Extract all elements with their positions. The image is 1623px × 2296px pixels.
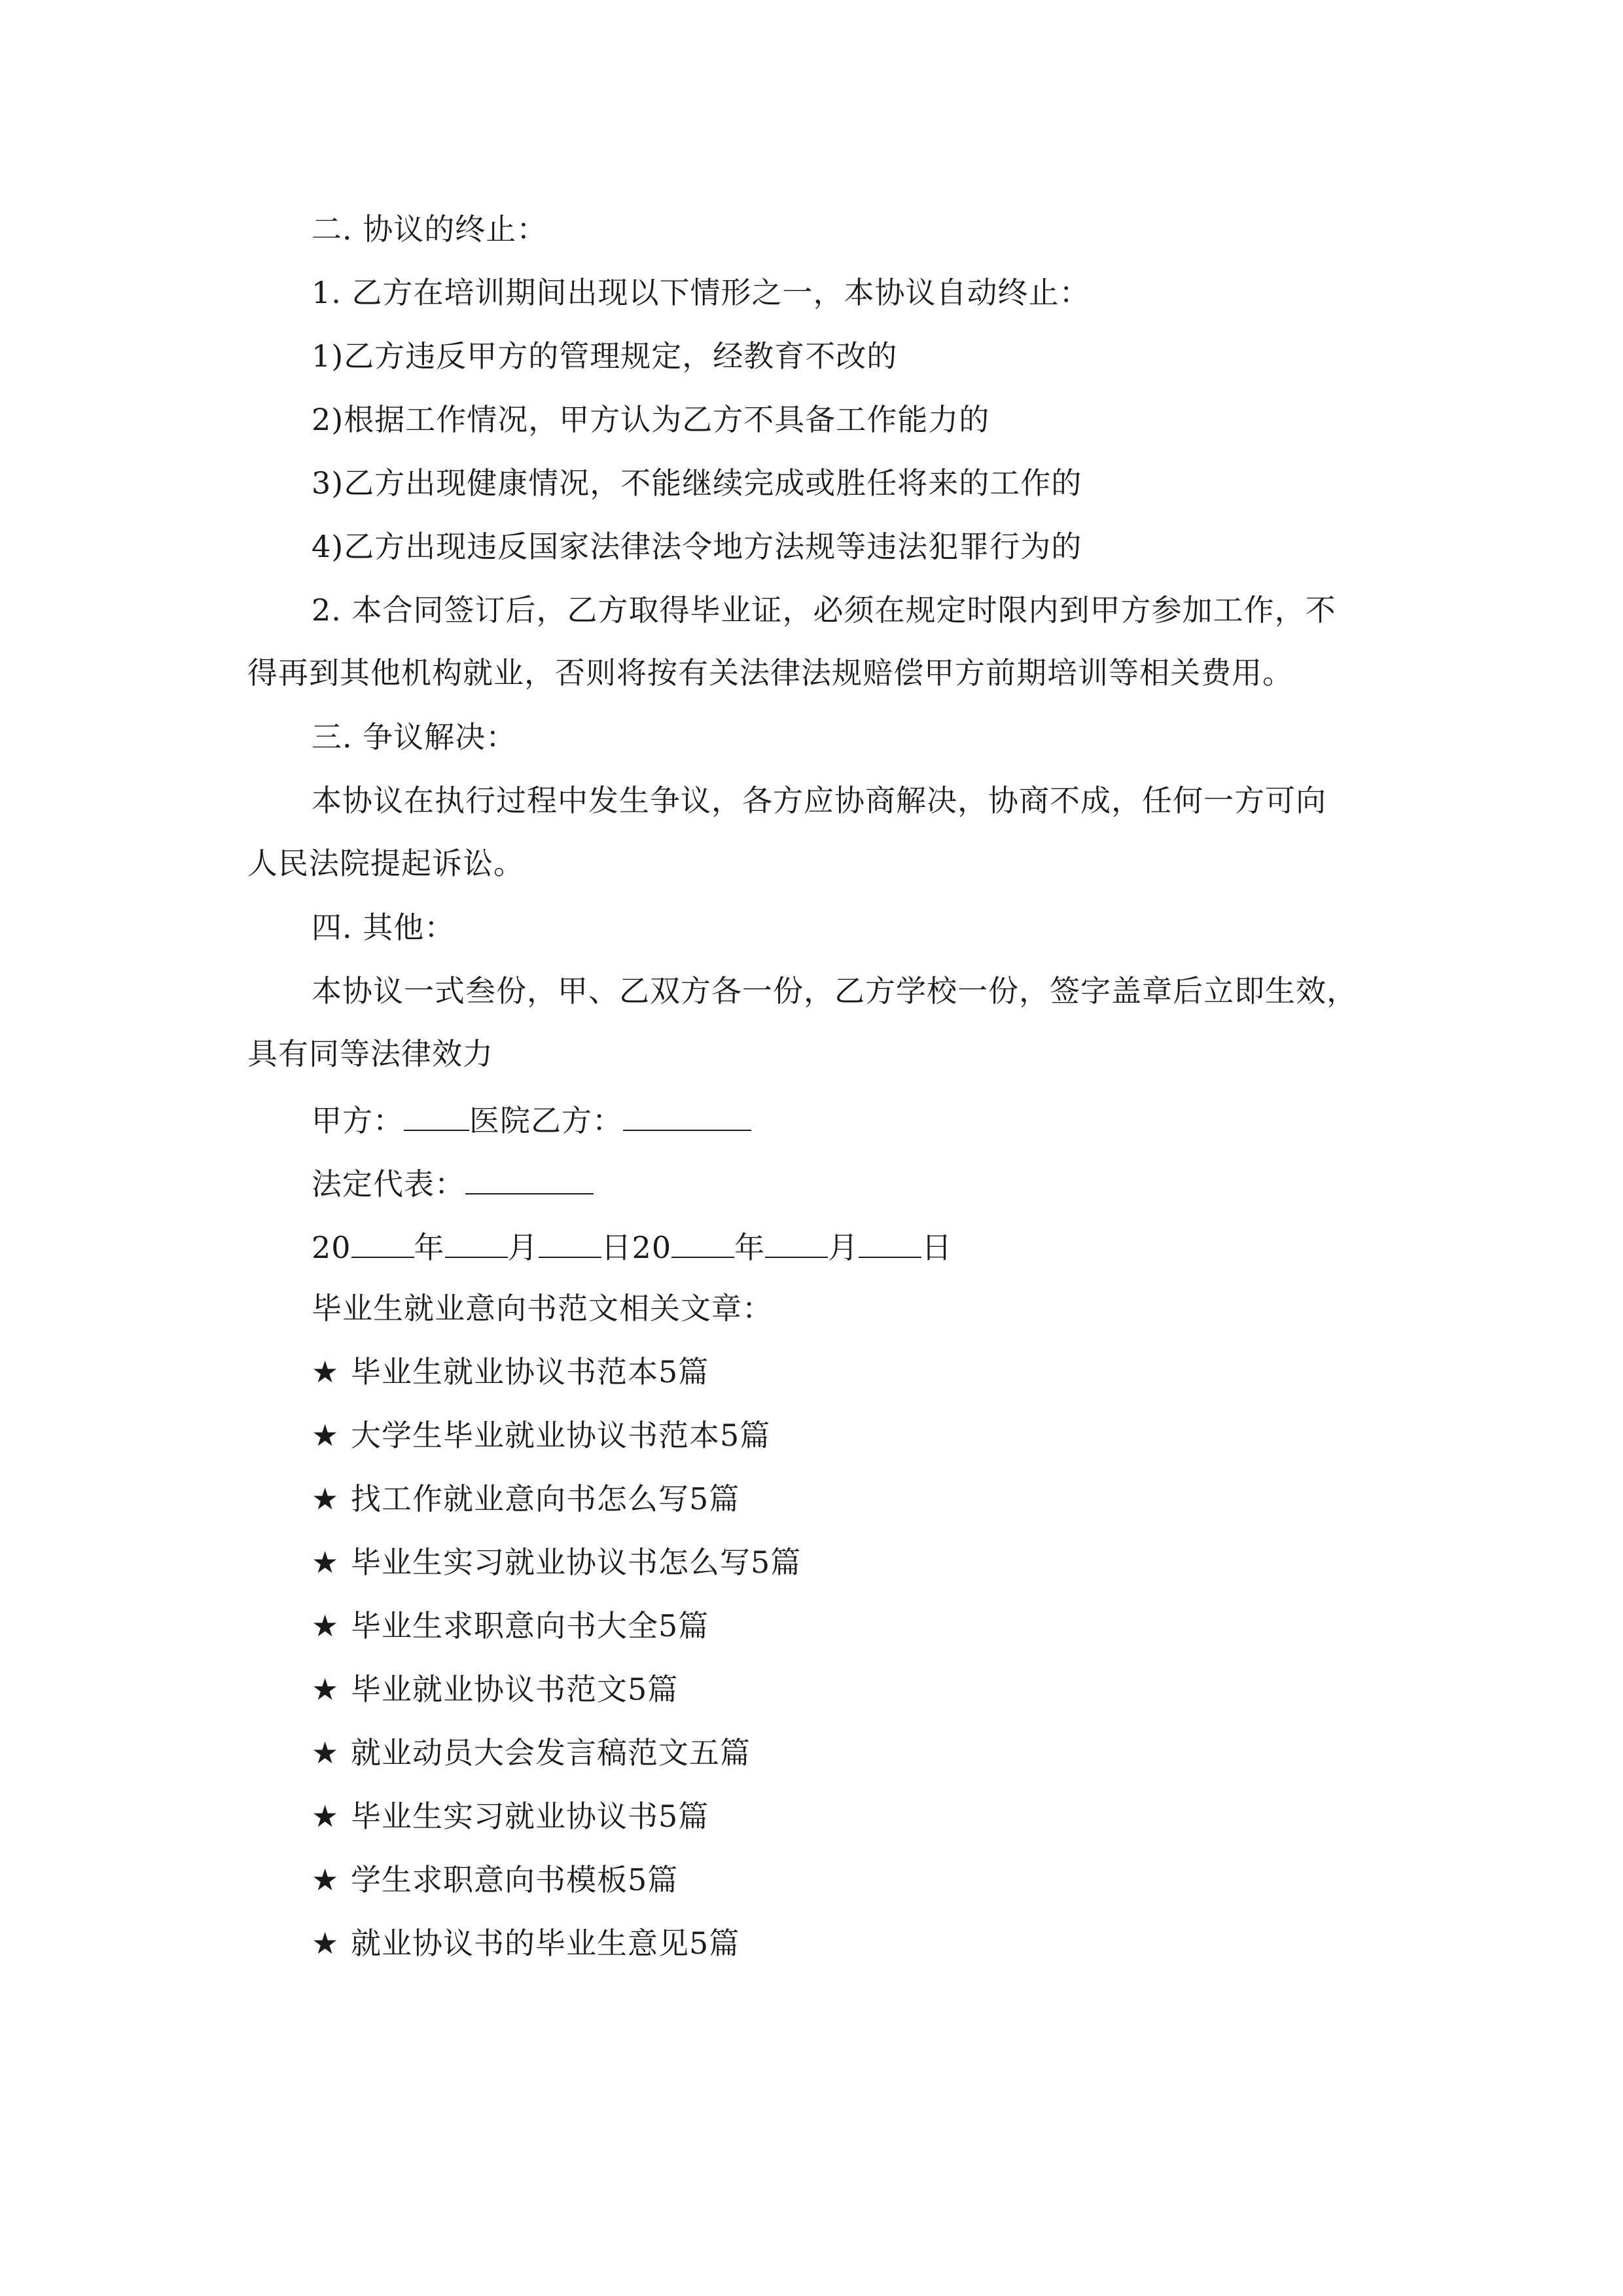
section-2-sub-4: 4)乙方出现违反国家法律法令地方法规等违法犯罪行为的	[312, 529, 1082, 564]
date-prefix-b: 20	[632, 1230, 672, 1265]
year-b-blank[interactable]	[671, 1227, 734, 1258]
related-link[interactable]	[312, 1734, 751, 1771]
date-prefix-a: 20	[312, 1230, 351, 1265]
section-4-line-2: 具有同等法律效力	[247, 1036, 493, 1071]
star-icon: ★	[312, 1354, 340, 1390]
section-2-sub-1: 1)乙方违反甲方的管理规定，经教育不改的	[312, 338, 898, 374]
day-a-label: 日	[601, 1230, 632, 1265]
hospital-label: 医院乙方：	[469, 1103, 623, 1138]
month-a-blank[interactable]	[445, 1227, 508, 1258]
related-link[interactable]	[312, 1798, 709, 1835]
month-b-blank[interactable]	[765, 1227, 828, 1258]
star-icon: ★	[312, 1735, 340, 1770]
year-b-label: 年	[734, 1230, 766, 1265]
section-4-line-1: 本协议一式叁份，甲、乙双方各一份，乙方学校一份，签字盖章后立即生效，	[312, 973, 1357, 1009]
star-icon: ★	[312, 1672, 340, 1707]
section-2-sub-3: 3)乙方出现健康情况，不能继续完成或胜任将来的工作的	[312, 465, 1082, 501]
day-b-label: 日	[921, 1230, 953, 1265]
star-icon: ★	[312, 1608, 340, 1643]
day-a-blank[interactable]	[539, 1227, 601, 1258]
section-3-line-2: 人民法院提起诉讼。	[247, 846, 524, 881]
related-link-label[interactable]: 毕业生就业协议书范本5篇	[351, 1354, 709, 1390]
related-link[interactable]	[312, 1925, 740, 1962]
party-b-blank[interactable]	[623, 1100, 751, 1131]
related-link[interactable]	[312, 1861, 678, 1898]
related-link-label[interactable]: 毕业就业协议书范文5篇	[351, 1672, 679, 1707]
legal-rep-blank[interactable]	[465, 1163, 594, 1194]
related-link-label[interactable]: 毕业生实习就业协议书5篇	[351, 1799, 709, 1834]
section-3-title: 三. 争议解决：	[312, 719, 517, 755]
month-a-label: 月	[507, 1230, 539, 1265]
star-icon: ★	[312, 1799, 340, 1834]
related-link-label[interactable]: 大学生毕业就业协议书范本5篇	[351, 1418, 771, 1453]
related-link-label[interactable]: 毕业生实习就业协议书怎么写5篇	[351, 1545, 802, 1580]
related-link[interactable]	[312, 1480, 740, 1517]
party-a-label: 甲方：	[312, 1103, 404, 1138]
star-icon: ★	[312, 1926, 340, 1961]
month-b-label: 月	[828, 1230, 859, 1265]
star-icon: ★	[312, 1545, 340, 1580]
related-link[interactable]	[312, 1671, 678, 1708]
star-icon: ★	[312, 1481, 340, 1516]
star-icon: ★	[312, 1418, 340, 1453]
section-2-item-2-line-2: 得再到其他机构就业，否则将按有关法律法规赔偿甲方前期培训等相关费用。	[247, 655, 1293, 691]
party-a-blank[interactable]	[404, 1100, 469, 1131]
section-2-title: 二. 协议的终止：	[312, 211, 548, 247]
day-b-blank[interactable]	[859, 1227, 921, 1258]
section-2-item-1: 1. 乙方在培训期间出现以下情形之一，本协议自动终止：	[312, 275, 1090, 310]
section-2-sub-2: 2)根据工作情况，甲方认为乙方不具备工作能力的	[312, 402, 990, 437]
related-heading: 毕业生就业意向书范文相关文章：	[312, 1291, 773, 1326]
related-link-label[interactable]: 学生求职意向书模板5篇	[351, 1862, 679, 1897]
legal-rep-line	[312, 1163, 594, 1202]
related-link[interactable]	[312, 1607, 709, 1644]
section-3-line-1: 本协议在执行过程中发生争议，各方应协商解决，协商不成，任何一方可向	[312, 783, 1327, 818]
legal-rep-label: 法定代表：	[312, 1166, 465, 1202]
related-link-label[interactable]: 就业协议书的毕业生意见5篇	[351, 1926, 740, 1961]
year-a-label: 年	[414, 1230, 445, 1265]
year-a-blank[interactable]	[351, 1227, 414, 1258]
date-line	[312, 1227, 952, 1266]
related-link[interactable]	[312, 1544, 801, 1581]
signature-party-line	[312, 1100, 751, 1139]
section-2-item-2-line-1: 2. 本合同签订后，乙方取得毕业证，必须在规定时限内到甲方参加工作，不	[312, 592, 1336, 628]
related-link-label[interactable]: 找工作就业意向书怎么写5篇	[351, 1481, 740, 1516]
related-link[interactable]	[312, 1354, 709, 1390]
section-4-title: 四. 其他：	[312, 910, 455, 945]
related-link-label[interactable]: 就业动员大会发言稿范文五篇	[351, 1735, 751, 1770]
related-link[interactable]	[312, 1417, 770, 1454]
related-link-label[interactable]: 毕业生求职意向书大全5篇	[351, 1608, 709, 1643]
star-icon: ★	[312, 1862, 340, 1897]
